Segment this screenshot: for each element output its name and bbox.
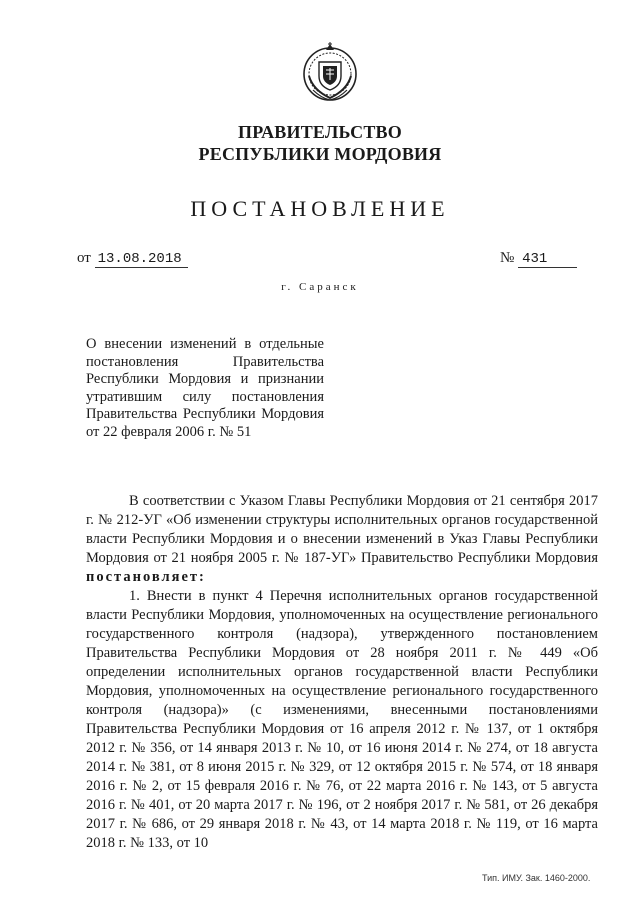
organization-name-line2: РЕСПУБЛИКИ МОРДОВИЯ [198, 144, 442, 164]
print-info: Тип. ИМУ. Зак. 1460-2000. [482, 873, 591, 883]
document-subject: О внесении изменений в отдельные постановления Правительства Республики Мордовия и признании утратившим силу постановления Правительства Республики Мордовия от 22 февраля 2006 г. № 51 [86, 336, 324, 440]
preamble-paragraph [86, 492, 598, 587]
number-prefix: № [500, 250, 515, 266]
document-date [77, 250, 188, 267]
preamble-text: В соответствии с Указом Главы Республики Мордовия от 21 сентября 2017 г. № 212-УГ «Об изменении структуры исполнительных органов государственной власти Республики Мордовия и о внесении изменений в Указ Главы Республики Мордовия от 21 ноября 2005 г. № 187-УГ» Правительство Республики Мордовия [86, 493, 598, 566]
document-number [500, 250, 577, 267]
organization-name-line1: ПРАВИТЕЛЬСТВО [238, 122, 402, 142]
document-type-title: ПОСТАНОВЛЕНИЕ [190, 196, 450, 221]
coat-of-arms-emblem [299, 40, 361, 106]
number-value: 431 [518, 251, 577, 268]
date-value: 13.08.2018 [95, 251, 188, 268]
document-body [86, 492, 598, 853]
city-line: г. Саранск [281, 281, 359, 293]
item-1-paragraph: 1. Внести в пункт 4 Перечня исполнительных органов государственной власти Республики Мордовия, уполномоченных на осуществление регионального государственного контроля (надзора), утвержденного постановлением Правительства Республики Мордовия от 28 ноября 2011 г. № 449 «Об определении исполнительных органов государственной власти Республики Мордовия, уполномоченных на осуществление регионального государственного контроля (надзора)» (с изменениями, внесенными постановлениями Правительства Республики Мордовия от 16 апреля 2012 г. № 137, от 1 октября 2012 г. № 356, от 14 января 2013 г. № 10, от 16 июня 2014 г. № 274, от 18 августа 2014 г. № 381, от 8 июня 2015 г. № 329, от 12 октября 2015 г. № 574, от 18 января 2016 г. № 2, от 15 февраля 2016 г. № 76, от 22 марта 2016 г. № 143, от 5 августа 2016 г. № 401, от 20 марта 2017 г. № 196, от 2 ноября 2017 г. № 581, от 26 декабря 2017 г. № 686, от 29 января 2018 г. № 43, от 14 марта 2018 г. № 119, от 16 марта 2018 г. № 133, от 10 [86, 588, 598, 851]
date-prefix: от [77, 250, 91, 266]
decree-word: постановляет: [86, 569, 206, 585]
